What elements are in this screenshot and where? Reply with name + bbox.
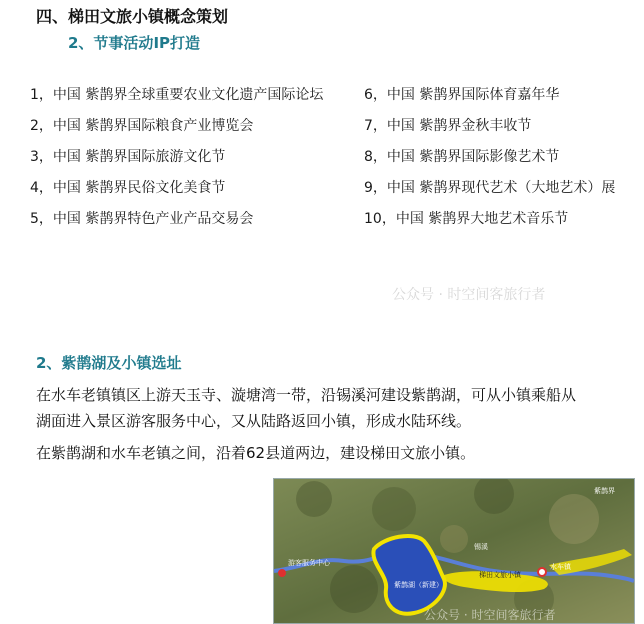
paragraph-lake-cont: 湖面进入景区游客服务中心，又从陆路返回小镇，形成水陆环线。 (36, 412, 472, 430)
subsection-title-site: 2、紫鹊湖及小镇选址 (36, 354, 182, 372)
map-watermark: 公众号 · 时空间客旅行者 (424, 608, 556, 622)
event-item: 2，中国 紫鹊界国际粮食产业博览会 (30, 118, 254, 134)
event-item: 3，中国 紫鹊界国际旅游文化节 (30, 149, 226, 165)
event-item: 1，中国 紫鹊界全球重要农业文化遗产国际论坛 (30, 87, 324, 103)
watermark: 公众号 · 时空间客旅行者 (392, 287, 546, 303)
section-title: 四、梯田文旅小镇概念策划 (36, 7, 229, 26)
map-label-top-right: 紫鹊界 (594, 487, 615, 495)
paragraph-town: 在紫鹊湖和水车老镇之间，沿着62县道两边，建设梯田文旅小镇。 (36, 444, 476, 462)
map-label-visitor-center: 游客服务中心 (288, 559, 330, 567)
map-label-old-town: 水车镇 (550, 563, 571, 571)
map-label-river: 锡溪 (474, 543, 488, 551)
event-item: 10，中国 紫鹊界大地艺术音乐节 (364, 211, 569, 227)
paragraph-lake: 在水车老镇镇区上游天玉寺、漩塘湾一带，沿锡溪河建设紫鹊湖，可从小镇乘船从 (36, 386, 577, 404)
location-marker-icon (278, 569, 286, 577)
event-item: 7，中国 紫鹊界金秋丰收节 (364, 118, 532, 134)
subsection-title-events: 2、节事活动IP打造 (68, 34, 201, 52)
event-item: 9，中国 紫鹊界现代艺术（大地艺术）展 (364, 180, 616, 196)
map-label-town: 梯田文旅小镇 (479, 571, 521, 579)
map-label-lake: 紫鹊湖（新建） (394, 581, 443, 589)
site-map (273, 478, 635, 624)
event-item: 4，中国 紫鹊界民俗文化美食节 (30, 180, 226, 196)
site-map-image (274, 479, 634, 623)
event-item: 8，中国 紫鹊界国际影像艺术节 (364, 149, 560, 165)
event-item: 5，中国 紫鹊界特色产业产品交易会 (30, 211, 254, 227)
location-marker-icon (538, 568, 546, 576)
event-item: 6，中国 紫鹊界国际体育嘉年华 (364, 87, 560, 103)
events-list-left (30, 80, 323, 235)
events-list-right (364, 80, 615, 235)
